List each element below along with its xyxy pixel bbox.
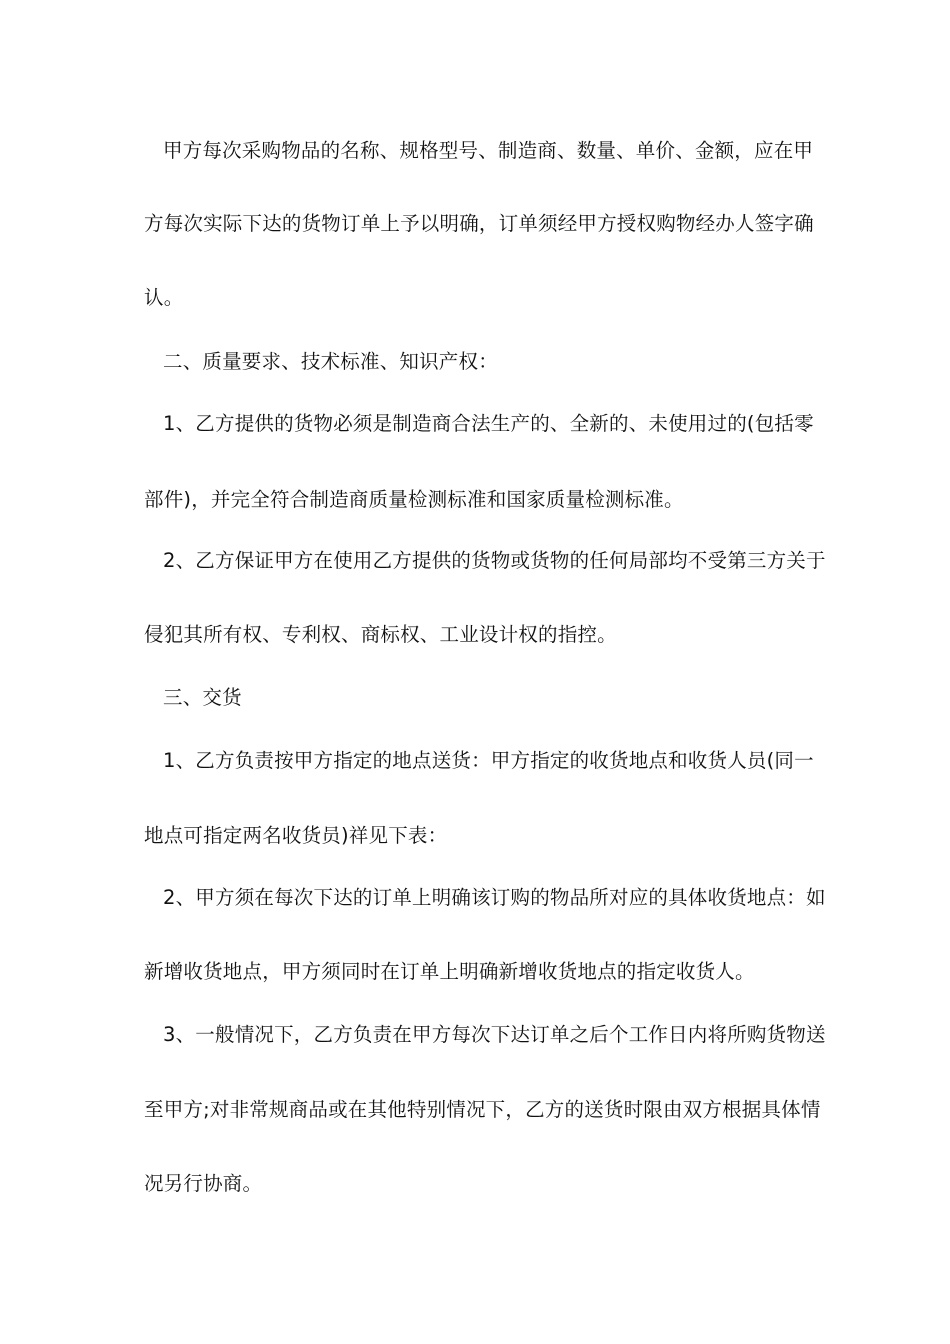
paragraph-line: 1、乙方负责按甲方指定的地点送货：甲方指定的收货地点和收货人员(同一 xyxy=(163,749,814,772)
paragraph-line: 2、乙方保证甲方在使用乙方提供的货物或货物的任何局部均不受第三方关于 xyxy=(163,549,826,572)
paragraph-line: 部件)，并完全符合制造商质量检测标准和国家质量检测标准。 xyxy=(144,488,684,511)
paragraph-line: 至甲方;对非常规商品或在其他特别情况下，乙方的送货时限由双方根据具体情 xyxy=(144,1098,821,1121)
paragraph-line: 侵犯其所有权、专利权、商标权、工业设计权的指控。 xyxy=(144,623,617,646)
paragraph-line: 方每次实际下达的货物订单上予以明确，订单须经甲方授权购物经办人签字确 xyxy=(144,212,814,235)
section-heading: 三、交货 xyxy=(163,686,242,709)
paragraph-line: 认。 xyxy=(144,286,184,309)
paragraph-line: 新增收货地点，甲方须同时在订单上明确新增收货地点的指定收货人。 xyxy=(144,960,755,983)
paragraph-line: 甲方每次采购物品的名称、规格型号、制造商、数量、单价、金额，应在甲 xyxy=(163,139,814,162)
paragraph-line: 3、一般情况下，乙方负责在甲方每次下达订单之后个工作日内将所购货物送 xyxy=(163,1023,826,1046)
paragraph-line: 地点可指定两名收货员)祥见下表： xyxy=(144,824,448,847)
paragraph-line: 2、甲方须在每次下达的订单上明确该订购的物品所对应的具体收货地点：如 xyxy=(163,886,826,909)
section-heading: 二、质量要求、技术标准、知识产权： xyxy=(163,350,498,373)
paragraph-line: 况另行协商。 xyxy=(144,1172,263,1195)
paragraph-line: 1、乙方提供的货物必须是制造商合法生产的、全新的、未使用过的(包括零 xyxy=(163,412,814,435)
